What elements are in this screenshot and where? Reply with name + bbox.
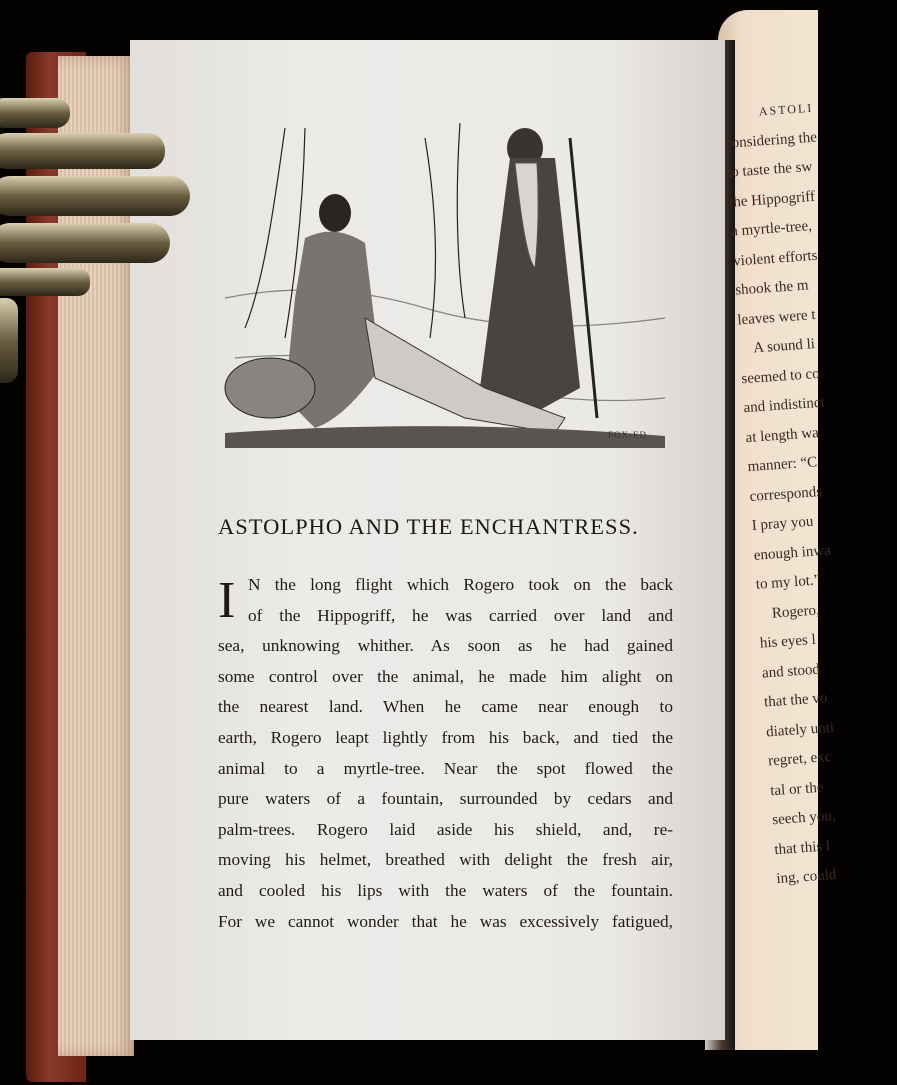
- text-line: and stood: [761, 661, 821, 682]
- text-line: that this l: [773, 837, 831, 858]
- text-line: sea, unknowing whither. As soon as he had gained: [218, 636, 673, 656]
- text-line: violent efforts: [732, 247, 818, 270]
- text-line: corresponds: [749, 483, 823, 505]
- text-line: manner: “C: [747, 454, 818, 476]
- text-line: palm-trees. Rogero laid aside his shield, and, re-: [218, 819, 673, 839]
- text-line: I pray you: [751, 513, 814, 534]
- text-line: earth, Rogero leapt lightly from his back, and tied the: [218, 727, 673, 747]
- hermit-figure: [480, 128, 597, 418]
- text-line: regret, exc: [767, 748, 832, 770]
- text-line: some control over the animal, he made him alight on: [218, 666, 673, 686]
- illustrator-signature: FOX-ED: [608, 430, 647, 440]
- text-line: animal to a myrtle-tree. Near the spot flowed the: [218, 758, 673, 778]
- text-line: shook the m: [734, 277, 810, 299]
- text-line: diately unti: [765, 719, 835, 740]
- text-line: seech you,: [771, 807, 837, 829]
- text-line: seemed to co: [740, 365, 821, 387]
- text-line: moving his helmet, breathed with delight the fresh air,: [218, 850, 673, 870]
- text-line: A sound li: [752, 336, 816, 357]
- text-line: enough inwa: [753, 542, 832, 564]
- text-line: tal or the: [769, 779, 825, 799]
- text-line: and indistinct: [742, 394, 826, 417]
- text-line: ing, could: [775, 866, 837, 888]
- text-line: Rogero,: [771, 601, 821, 622]
- text-line: the nearest land. When he came near enough to: [218, 697, 673, 717]
- text-line: to taste the sw: [726, 158, 813, 181]
- text-line: his eyes l: [759, 631, 817, 652]
- drop-cap: I: [218, 572, 236, 629]
- text-line: considering the: [724, 128, 818, 152]
- chapter-title: ASTOLPHO AND THE ENCHANTRESS.: [218, 514, 639, 539]
- tree-right: [425, 123, 465, 338]
- text-line: N the long flight which Rogero took on the back: [248, 575, 673, 594]
- text-line: a myrtle-tree,: [730, 218, 813, 240]
- text-line: pure waters of a fountain, surrounded by cedars and: [218, 789, 673, 809]
- body-text: [218, 570, 673, 937]
- engraving-illustration: [225, 118, 665, 448]
- text-line: and cooled his lips with the waters of the fountain.: [218, 880, 673, 900]
- text-line: at length wa: [745, 424, 820, 446]
- text-line: the Hippogriff: [728, 188, 816, 211]
- text-line: that the vo: [763, 690, 828, 711]
- brass-page-clip: [0, 88, 190, 388]
- text-line: For we cannot wonder that he was excessively fatigued,: [218, 911, 673, 931]
- text-line: to my lot.”: [755, 572, 821, 593]
- running-header: ASTOLI: [758, 100, 814, 119]
- text-line: of the Hippogriff, he was carried over land and: [248, 605, 673, 625]
- text-line: leaves were t: [736, 306, 817, 328]
